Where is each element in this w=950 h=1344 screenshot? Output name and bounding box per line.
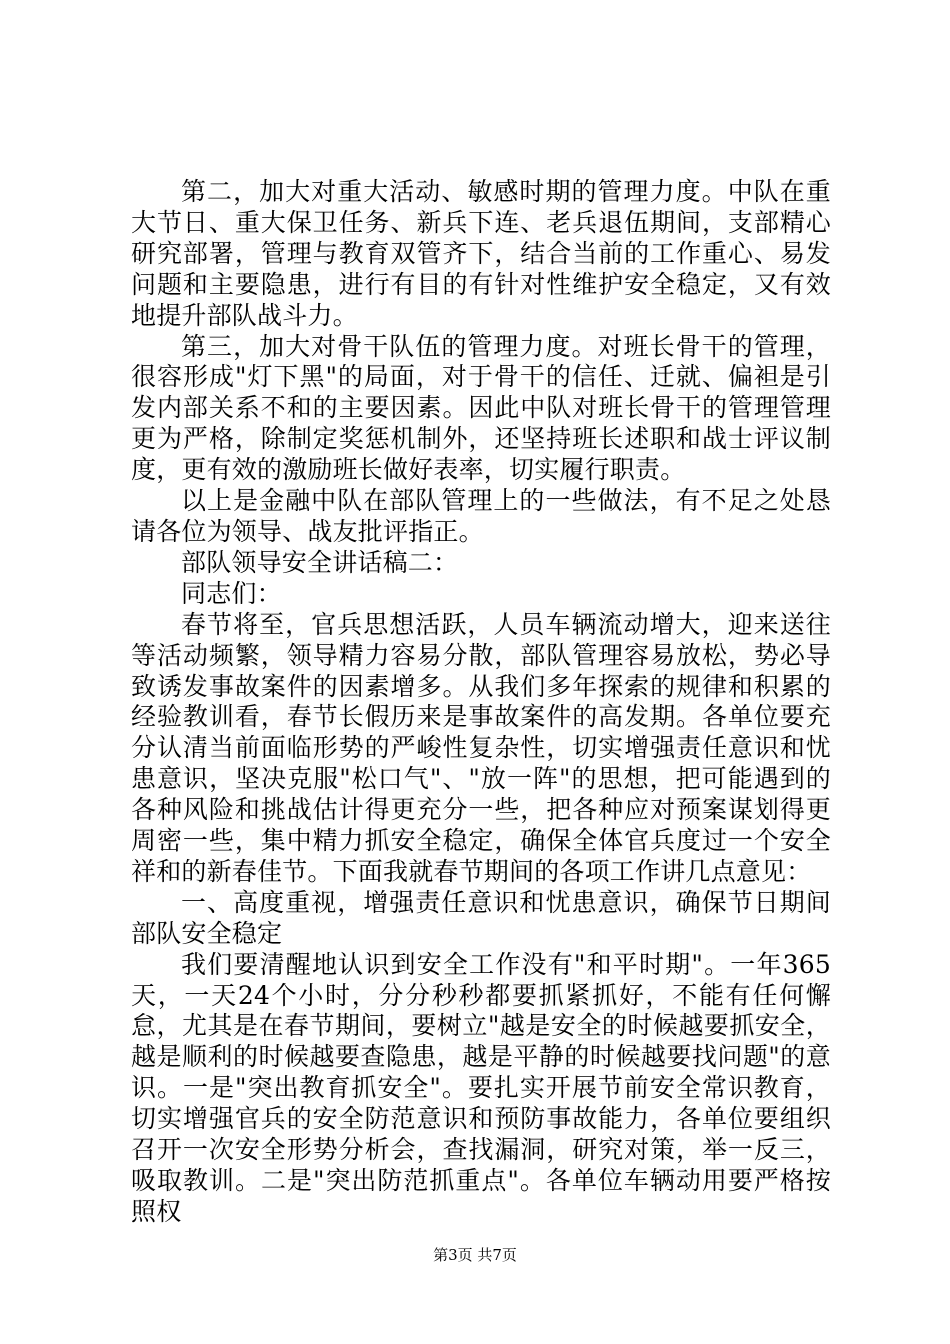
- paragraph-closing: 以上是金融中队在部队管理上的一些做法，有不足之处恳请各位为领导、战友批评指正。: [131, 486, 831, 546]
- salutation: 同志们：: [181, 578, 282, 608]
- section-heading-speech-two: 部队领导安全讲话稿二：: [181, 547, 459, 577]
- paragraph-second-point: 第二，加大对重大活动、敏感时期的管理力度。中队在重大节日、重大保卫任务、新兵下连、老兵退伍期间，支部精心研究部署，管理与教育双管齐下，结合当前的工作重心、易发问题和主要隐患，进行有目的有针对性维护安全稳定，又有效地提升部队战斗力。: [131, 177, 831, 330]
- paragraph-point-one-heading: 一、高度重视，增强责任意识和忧患意识，确保节日期间部队安全稳定: [131, 887, 831, 948]
- paragraph-safety-awareness: 我们要清醒地认识到安全工作没有"和平时期"。一年365天，一天24个小时，分分秒秒都要抓紧抓好，不能有任何懈怠，尤其是在春节期间，要树立"越是安全的时候越要抓安全，越是顺利的时候越要查隐患，越是平静的时候越要找问题"的意识。一是"突出教育抓安全"。要扎实开展节前安全常识教育，切实增强官兵的安全防范意识和预防事故能力，各单位要组织召开一次安全形势分析会，查找漏洞，研究对策，举一反三，吸取教训。二是"突出防范抓重点"。各单位车辆动用要严格按照权: [131, 949, 831, 1226]
- paragraph-spring-festival: 春节将至，官兵思想活跃，人员车辆流动增大，迎来送往等活动频繁，领导精力容易分散，部队管理容易放松，势必导致诱发事故案件的因素增多。从我们多年探索的规律和积累的经验教训看，春节长假历来是事故案件的高发期。各单位要充分认清当前面临形势的严峻性复杂性，切实增强责任意识和忧患意识，坚决克服"松口气"、"放一阵"的思想，把可能遇到的各种风险和挑战估计得更充分一些，把各种应对预案谋划得更周密一些，集中精力抓安全稳定，确保全体官兵度过一个安全祥和的新春佳节。下面我就春节期间的各项工作讲几点意见：: [131, 609, 831, 886]
- document-body: [131, 177, 831, 1228]
- page-number-footer: 第3页 共7页: [433, 1246, 517, 1264]
- paragraph-third-point: 第三，加大对骨干队伍的管理力度。对班长骨干的管理，很容形成"灯下黑"的局面，对于骨干的信任、迁就、偏袒是引发内部关系不和的主要因素。因此中队对班长骨干的管理管理更为严格，除制定奖惩机制外，还坚持班长述职和战士评议制度，更有效的激励班长做好表率，切实履行职责。: [131, 331, 831, 485]
